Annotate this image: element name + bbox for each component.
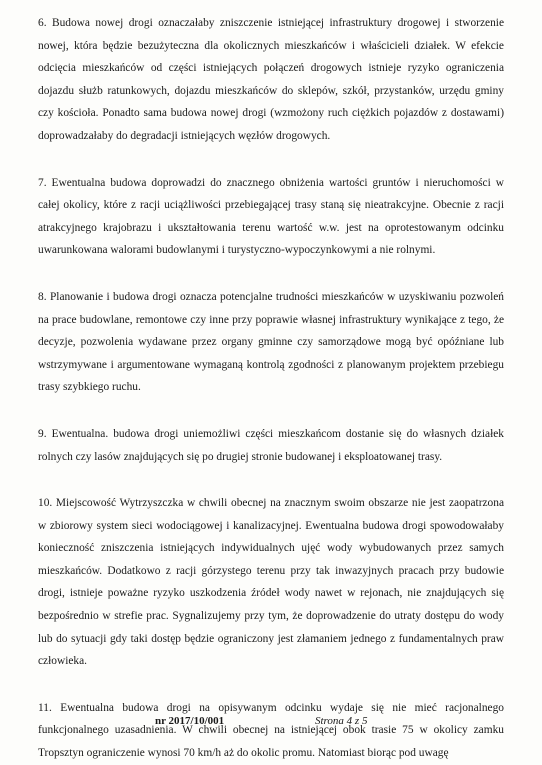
paragraph-8: 8. Planowanie i budowa drogi oznacza potencjalne trudności mieszkańców w uzyskiwaniu pozwoleń na prace budowlane, remontowe czy inne przy poprawie własnej infrastruktury wynikające z tego, że decyzje, pozwolenia wydawane przez organy gminne czy samorządowe mogą być opóźniane lub wstrzymywane i argumentowane wymaganą kontrolą zgodności z planowanym projektem przebiegu trasy szybkiego ruchu. [38, 290, 504, 394]
paragraph-9: 9. Ewentualna. budowa drogi uniemożliwi części mieszkańcom dostanie się do własnych działek rolnych czy lasów znajdujących się po drugiej stronie budowanej i eksploatowanej trasy. [38, 427, 504, 463]
paragraph-7: 7. Ewentualna budowa doprowadzi do znacznego obniżenia wartości gruntów i nieruchomości w całej okolicy, które z racji uciążliwości przebiegającej trasy staną się nieatrakcyjne. Obecnie z racji atrakcyjnego krajobrazu i ukształtowania terenu wartość w.w. jest na oprotestowanym odcinku uwarunkowana walorami budowlanymi i turystyczno-wypoczynkowymi a nie rolnymi. [38, 176, 504, 257]
page-number: Strona 4 z 5 [315, 715, 368, 727]
document-body [38, 12, 504, 765]
paragraph-6: 6. Budowa nowej drogi oznaczałaby zniszczenie istniejącej infrastruktury drogowej i stworzenie nowej, która będzie bezużyteczna dla okolicznych mieszkańców i właścicieli działek. W efekcie odcięcia mieszkańców od części istniejących połączeń drogowych istnieje ryzyko ograniczenia dojazdu służb ratunkowych, dojazdu mieszkańców do sklepów, szkół, przystanków, urzędu gminy czy kościoła. Ponadto sama budowa nowej drogi (wzmożony ruch ciężkich pojazdów z dostawami) doprowadzałaby do degradacji istniejących węzłów drogowych. [38, 17, 504, 142]
paragraph-10: 10. Miejscowość Wytrzyszczka w chwili obecnej na znacznym swoim obszarze nie jest zaopatrzona w zbiorowy system sieci wodociągowej i kanalizacyjnej. Ewentualna budowa drogi spowodowałaby konieczność zniszczenia istniejących indywidualnych ujęć wody wybudowanych przez samych mieszkańców. Dodatkowo z racji górzystego terenu przy tak inwazyjnych pracach przy budowie drogi, istnieje poważne ryzyko uszkodzenia źródeł wody nawet w rejonach, nie znajdujących się bezpośrednio w strefie prac. Sygnalizujemy przy tym, że doprowadzenie do utraty dostępu do wody lub do sytuacji gdy taki dostęp będzie ograniczony jest złamaniem jednego z fundamentalnych praw człowieka. [38, 497, 504, 668]
paragraph-11: 11. Ewentualna budowa drogi na opisywanym odcinku wydaje się nie mieć racjonalnego funkcjonalnego uzasadnienia. W chwili obecnej na istniejącej obok trasie 75 w okolicy zamku Tropsztyn ograniczenie wynosi 70 km/h aż do okolic promu. Natomiast biorąc pod uwagę [38, 701, 504, 760]
document-number: nr 2017/10/001 [155, 715, 225, 727]
